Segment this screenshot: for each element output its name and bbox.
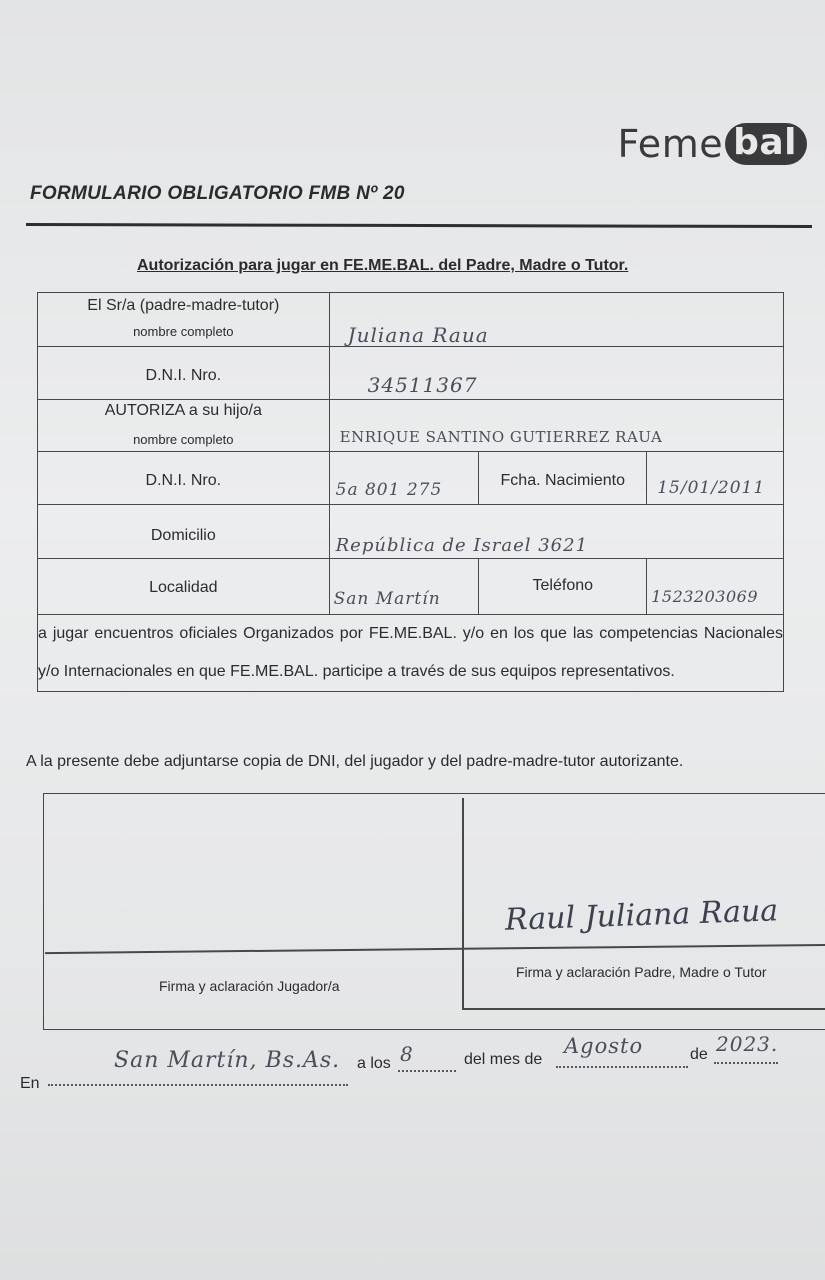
title-rule	[26, 223, 812, 228]
label-cell	[38, 505, 330, 559]
locality-field[interactable]	[329, 559, 479, 615]
parent-name-field[interactable]	[329, 293, 783, 347]
parent-signature-label: Firma y aclaración Padre, Madre o Tutor	[516, 964, 767, 980]
parent-dni-field[interactable]	[329, 347, 783, 400]
table-row	[38, 505, 784, 559]
label-cell	[38, 347, 330, 400]
child-dni-field[interactable]	[329, 452, 479, 505]
place-value: San Martín, Bs.As.	[114, 1048, 341, 1073]
table-row	[38, 452, 784, 505]
table-row	[38, 400, 784, 452]
parent-sublabel: nombre completo	[133, 324, 234, 339]
phone-field[interactable]	[647, 559, 784, 615]
footer-del-mes-label: del mes de	[464, 1051, 543, 1068]
parent-dni-value: 34511367	[367, 373, 478, 397]
birthdate-label: Fcha. Nacimiento	[500, 472, 626, 489]
address-value: República de Israel 3621	[335, 535, 589, 556]
signature-divider	[462, 798, 464, 1010]
year-value: 2023.	[716, 1032, 779, 1056]
label-cell	[38, 400, 330, 452]
day-value: 8	[400, 1042, 414, 1066]
label-cell	[479, 559, 647, 615]
child-dni-label: D.N.I. Nro.	[145, 472, 222, 489]
signature-bottom-line	[464, 1008, 825, 1010]
form-subtitle: Autorización para jugar en FE.ME.BAL. del Padre, Madre o Tutor.	[137, 257, 629, 274]
form-title: FORMULARIO OBLIGATORIO FMB Nº 20	[30, 183, 405, 204]
authorization-table	[37, 292, 784, 692]
place-field[interactable]	[48, 1046, 348, 1086]
address-field[interactable]	[329, 505, 783, 559]
label-cell	[38, 559, 330, 615]
table-row	[38, 559, 784, 615]
footer-a-los-label: a los	[357, 1055, 391, 1072]
child-dni-value: 5a 801 275	[335, 480, 443, 500]
parent-signature[interactable]: Raul Juliana Raua	[504, 893, 779, 938]
footer-en-label: En	[20, 1075, 40, 1092]
month-field[interactable]	[556, 1034, 688, 1068]
footer-de-label: de	[690, 1046, 708, 1063]
table-row	[38, 347, 784, 400]
child-label: AUTORIZA a su hijo/a	[104, 402, 262, 419]
day-field[interactable]	[398, 1040, 456, 1072]
table-row	[38, 293, 784, 347]
label-cell	[479, 452, 647, 505]
player-signature-label: Firma y aclaración Jugador/a	[159, 978, 340, 994]
child-name-field[interactable]	[329, 400, 783, 452]
parent-dni-label: D.N.I. Nro.	[145, 367, 222, 384]
label-cell	[38, 293, 330, 347]
address-label: Domicilio	[150, 527, 216, 544]
month-value: Agosto	[564, 1034, 644, 1058]
logo-pill-text: bal	[725, 123, 807, 165]
attachment-note: A la presente debe adjuntarse copia de DNI, del jugador y del padre-madre-tutor autorizante.	[26, 753, 684, 770]
locality-label: Localidad	[149, 579, 218, 596]
logo-text: Feme	[617, 122, 724, 166]
phone-label: Teléfono	[532, 577, 594, 594]
femebal-logo	[618, 122, 807, 166]
birthdate-value: 15/01/2011	[657, 478, 766, 498]
label-cell	[38, 452, 330, 505]
birthdate-field[interactable]	[647, 452, 784, 505]
year-field[interactable]	[714, 1032, 778, 1064]
table-row	[38, 615, 784, 692]
phone-value: 1523203069	[651, 587, 758, 606]
authorization-paragraph: a jugar encuentros oficiales Organizados por FE.ME.BAL. y/o en los que las competencias Nacionales y/o Internacionales en que FE.ME.BAL. participe a través de sus equipos representativos.	[38, 615, 784, 692]
child-name-value: ENRIQUE SANTINO GUTIERREZ RAUA	[339, 428, 663, 446]
child-sublabel: nombre completo	[133, 432, 234, 447]
locality-value: San Martín	[333, 589, 441, 609]
parent-name-value: Juliana Raua	[347, 323, 489, 347]
parent-label: El Sr/a (padre-madre-tutor)	[87, 297, 280, 314]
